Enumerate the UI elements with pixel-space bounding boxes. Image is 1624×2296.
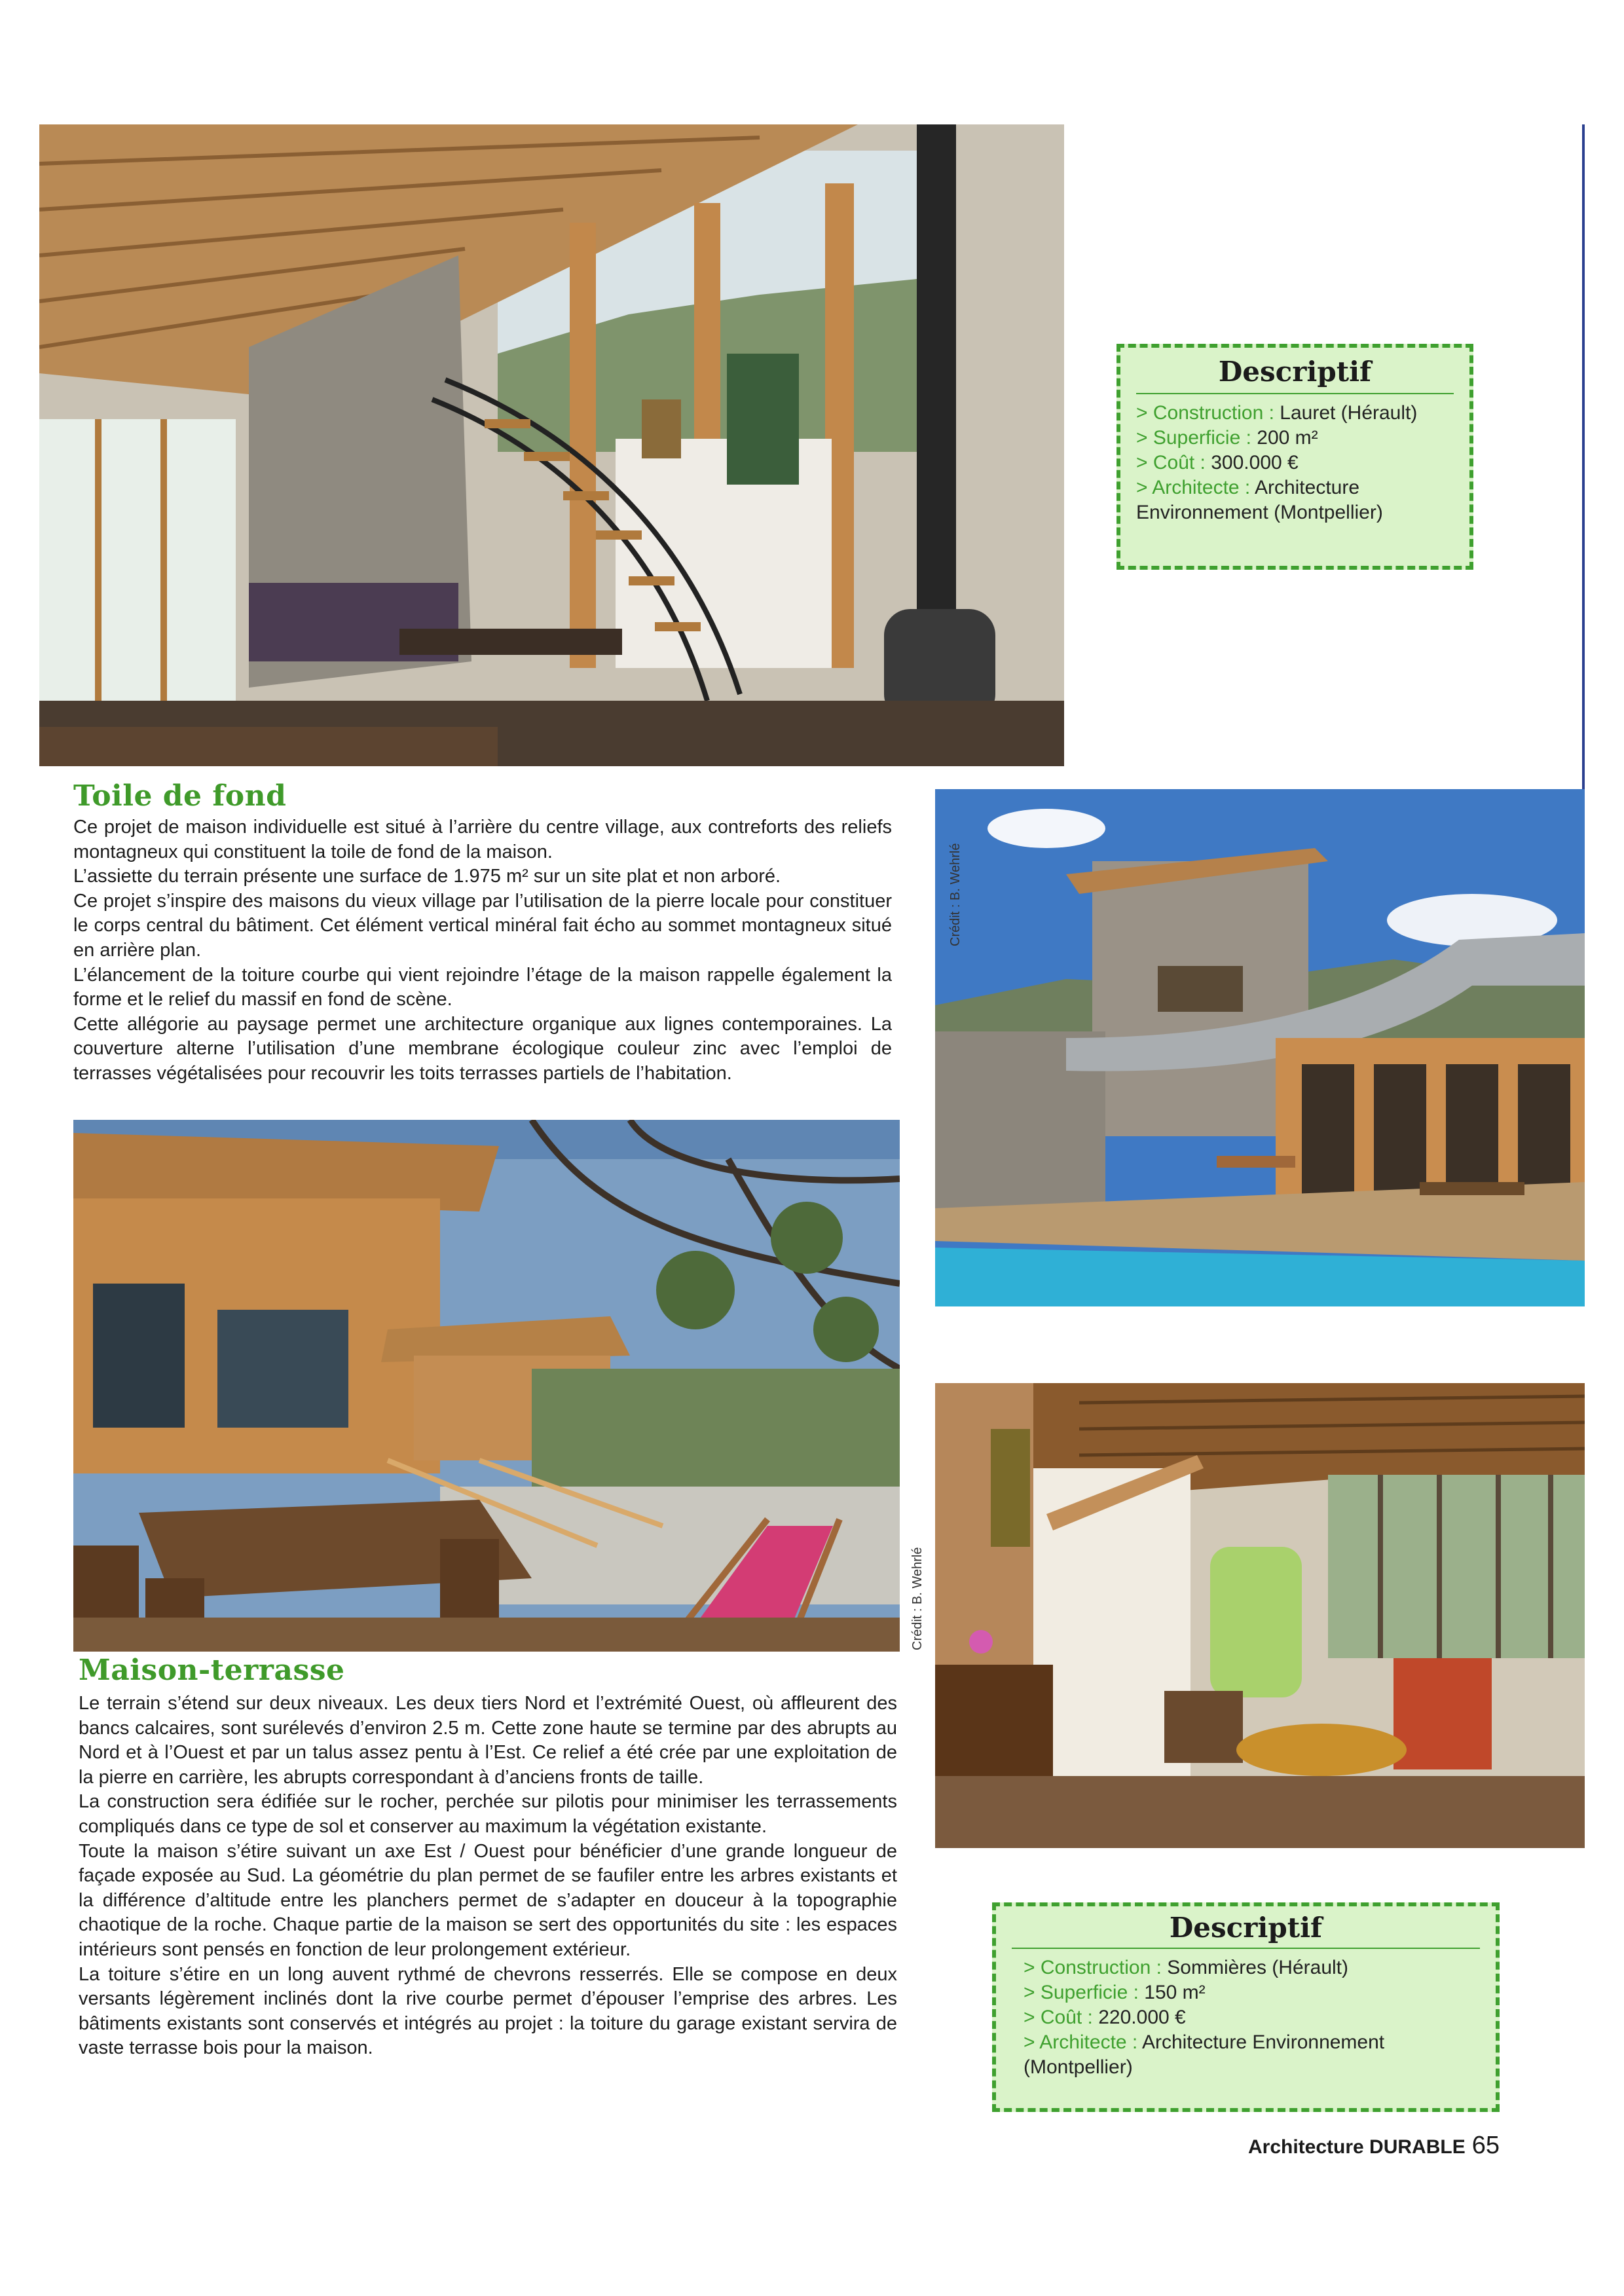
photo-terrace [73, 1120, 900, 1652]
descriptif-item-architecte [1136, 475, 1455, 500]
descriptif-divider [1012, 1948, 1480, 1949]
paragraph: L’assiette du terrain présente une surface de 1.975 m² sur un site plat et non arboré. [73, 866, 781, 887]
paragraph: L’élancement de la toiture courbe qui vient rejoindre l’étage de la maison rappelle également la forme et le relief du massif en fond de scène. [73, 964, 892, 1010]
item-key: > Superficie : [1024, 1982, 1139, 2003]
descriptif-item-cout [1024, 2005, 1481, 2030]
descriptif-item-cout [1136, 451, 1455, 475]
descriptif-title: Descriptif [1169, 1912, 1323, 1944]
descriptif-item-construction [1024, 1955, 1481, 1980]
descriptif-list [1136, 401, 1455, 525]
paragraph: Toute la maison s’étire suivant un axe Est / Ouest pour bénéficier d’une grande longueur de façade exposée au Sud. La géométrie du plan permet de se faufiler entre les arbres existants et la différence d’altitude entre les planchers permet de s’adapter en douceur à la topographie chaotique de la roche. Chaque partie de la maison se sert des opportunités du site : les espaces intérieurs sont pensés en fonction de leur prolongement extérieur. [79, 1840, 897, 1960]
photo-credit-1: Crédit : B. Wehrlé [948, 843, 963, 946]
descriptif-item-superficie [1136, 426, 1455, 451]
item-value: Architecture [1250, 477, 1360, 498]
photo-living-room [935, 1383, 1585, 1848]
item-key: > Construction : [1024, 1957, 1162, 1978]
footer-brand-durable: DURABLE [1369, 2136, 1466, 2158]
paragraph: Le terrain s’étend sur deux niveaux. Les deux tiers Nord et l’extrémité Ouest, où affleurent des bancs calcaires, sont surélevés d’environ 2.5 m. Cette zone haute se termine par des abrupts au Nord et à l’Ouest et par un talus assez pentu à l’Est. Ce relief a été crée par une exploitation de la pierre en carrière, les abrupts correspondant à d’anciens fronts de taille. [79, 1693, 897, 1788]
item-value: 220.000 € [1092, 2007, 1186, 2028]
item-key: > Construction : [1136, 402, 1274, 424]
item-value: Sommières (Hérault) [1161, 1957, 1348, 1978]
descriptif-box-2 [992, 1902, 1500, 2112]
photo-credit-2: Crédit : B. Wehrlé [910, 1547, 925, 1650]
item-value: Lauret (Hérault) [1274, 402, 1418, 424]
item-key: > Coût : [1024, 2007, 1093, 2028]
paragraph: Ce projet s’inspire des maisons du vieux village par l’utilisation de la pierre locale pour constituer le corps central du bâtiment. Cet élément vertical minéral fait écho au sommet montagneux situé en arrière plan. [73, 890, 892, 961]
photo-exterior-pool [935, 789, 1585, 1306]
item-key: > Superficie : [1136, 427, 1251, 449]
descriptif-item-architecte-cont: Environnement (Montpellier) [1136, 502, 1383, 523]
photo-interior-staircase [39, 124, 1064, 766]
descriptif-box-1 [1116, 344, 1473, 570]
paragraph: Cette allégorie au paysage permet une architecture organique aux lignes contemporaines. La couverture alterne l’utilisation d’une membrane écologique couleur zinc avec l’emploi de terrasses végétalisées pour recouvrir les toits terrasses partiels de l’habitation. [73, 1013, 892, 1084]
item-key: > Coût : [1136, 452, 1206, 473]
page-number: 65 [1471, 2132, 1500, 2159]
section-title-maison-terrasse: Maison-terrasse [79, 1654, 345, 1687]
descriptif-item-architecte [1024, 2030, 1481, 2055]
descriptif-divider [1136, 393, 1454, 394]
descriptif-item-construction [1136, 401, 1455, 426]
item-value: Architecture Environnement [1137, 2031, 1385, 2053]
section-title-toile-de-fond: Toile de fond [73, 779, 287, 813]
paragraph: La construction sera édifiée sur le rocher, perchée sur pilotis pour minimiser les terrassements compliqués dans ce type de sol et conserver au maximum la végétation existante. [79, 1791, 897, 1837]
item-key: > Architecte : [1024, 2031, 1138, 2053]
item-value: 150 m² [1138, 1982, 1206, 2003]
section-body-toile-de-fond [73, 815, 892, 1086]
descriptif-item-architecte-cont: (Montpellier) [1024, 2056, 1133, 2078]
section-body-maison-terrasse [79, 1692, 897, 2061]
item-value: 300.000 € [1205, 452, 1299, 473]
descriptif-title: Descriptif [1218, 356, 1372, 388]
descriptif-list [1024, 1955, 1481, 2080]
footer-brand-architecture: Architecture [1247, 2136, 1370, 2158]
paragraph: La toiture s’étire en un long auvent rythmé de chevrons resserrés. Elle se compose en deux versants légèrement inclinés dont la rive courbe permet d’épouser l’emprise des arbres. Les bâtiments existants sont conservés et intégrés au projet : la toiture du garage existant servira de vaste terrasse bois pour la maison. [79, 1963, 897, 2059]
descriptif-item-superficie [1024, 1980, 1481, 2005]
page-edge-line [1582, 124, 1585, 884]
item-key: > Architecte : [1136, 477, 1251, 498]
page-footer [1248, 2132, 1500, 2160]
item-value: 200 m² [1251, 427, 1318, 449]
paragraph: Ce projet de maison individuelle est situé à l’arrière du centre village, aux contreforts des reliefs montagneux qui constituent la toile de fond de la maison. [73, 817, 892, 862]
